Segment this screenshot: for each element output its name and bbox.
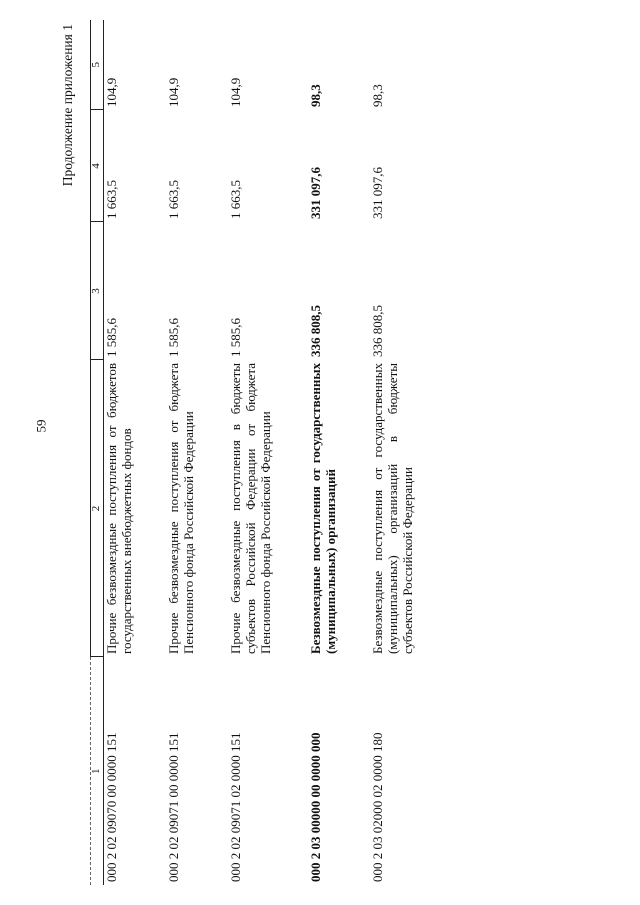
- header-cell: 3: [91, 222, 104, 360]
- header-cell: 1: [91, 657, 104, 885]
- header-cell: 4: [91, 110, 104, 222]
- budget-code: 000 2 03 00000 00 0000 000: [308, 732, 323, 882]
- appendix-caption: Продолжение приложения 1: [60, 24, 75, 187]
- value-col3: 1 585,6: [228, 318, 243, 357]
- row-description: Безвозмездные поступления от государственных (муниципальных) организаций: [308, 363, 338, 654]
- header-cell: 2: [91, 360, 104, 657]
- value-col5: 104,9: [166, 77, 181, 107]
- value-col4: 331 097,6: [308, 167, 323, 219]
- table-row: [370, 20, 444, 885]
- table-row: [166, 20, 228, 885]
- budget-code: 000 2 02 09071 00 0000 151: [166, 732, 181, 882]
- row-description: Безвозмездные поступления от государственных (муниципальных) организаций в бюджеты субъектов Российской Федерации: [370, 363, 415, 654]
- row-description: Прочие безвозмездные поступления от бюджета Пенсионного фонда Российской Федерации: [166, 363, 196, 654]
- value-col5: 104,9: [104, 77, 119, 107]
- value-col4: 1 663,5: [104, 180, 119, 219]
- header-row: [91, 20, 104, 885]
- budget-table: [90, 20, 444, 885]
- page-number: 59: [33, 419, 49, 433]
- value-col3: 336 808,5: [308, 305, 323, 357]
- budget-code: 000 2 03 02000 02 0000 180: [370, 732, 385, 882]
- value-col4: 1 663,5: [166, 180, 181, 219]
- table-row: [104, 20, 167, 885]
- rotated-page-content: [60, 20, 620, 885]
- table-row-total: [308, 20, 370, 885]
- value-col5: 98,3: [370, 84, 385, 107]
- value-col3: 1 585,6: [104, 318, 119, 357]
- value-col5: 98,3: [308, 84, 323, 107]
- table-row: [228, 20, 308, 885]
- value-col4: 1 663,5: [228, 180, 243, 219]
- value-col3: 1 585,6: [166, 318, 181, 357]
- budget-code: 000 2 02 09070 00 0000 151: [104, 732, 119, 882]
- row-description: Прочие безвозмездные поступления в бюджеты субъектов Российской Федерации от бюджета Пенсионного фонда Российской Федерации: [228, 363, 273, 654]
- row-description: Прочие безвозмездные поступления от бюджетов государственных внебюджетных фондов: [104, 363, 134, 654]
- value-col3: 336 808,5: [370, 305, 385, 357]
- value-col4: 331 097,6: [370, 167, 385, 219]
- header-cell: 5: [91, 20, 104, 110]
- budget-code: 000 2 02 09071 02 0000 151: [228, 732, 243, 882]
- value-col5: 104,9: [228, 77, 243, 107]
